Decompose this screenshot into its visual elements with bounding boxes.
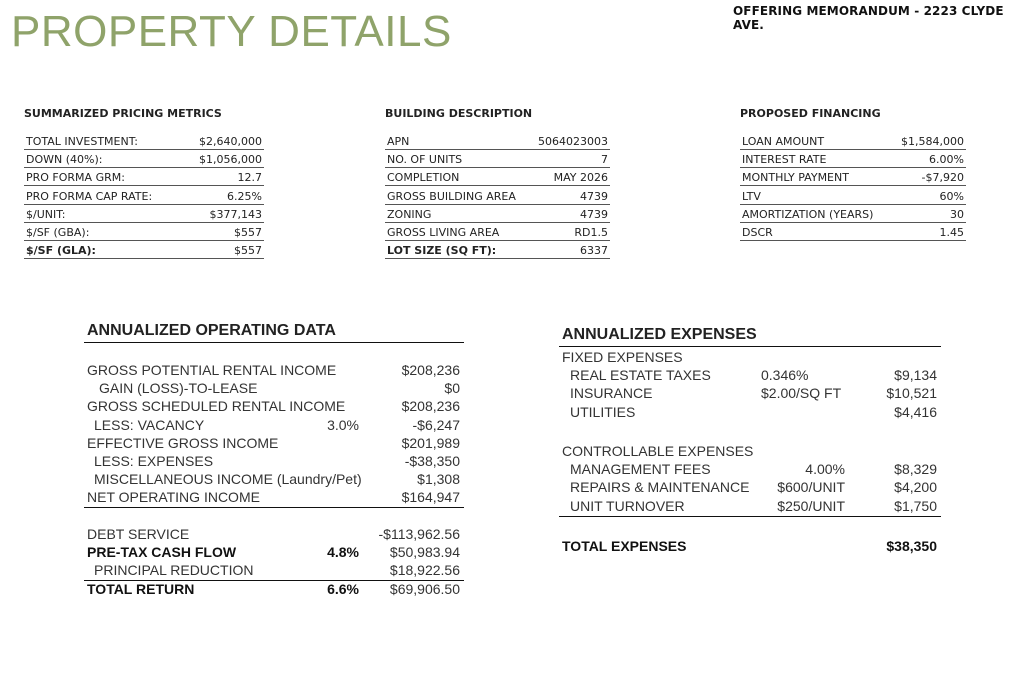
table-row: GROSS LIVING AREA RD1.5 — [387, 225, 608, 239]
table-row: $/SF (GLA): $557 — [26, 244, 262, 258]
divider — [84, 342, 464, 343]
page-title: PROPERTY DETAILS — [11, 7, 452, 56]
building-description-table — [385, 105, 610, 260]
proposed-financing-table — [740, 105, 966, 242]
operating-data-title: ANNUALIZED OPERATING DATA — [87, 322, 336, 339]
total-expenses-row — [559, 537, 941, 555]
divider — [84, 507, 464, 508]
table-row: ZONING 4739 — [387, 207, 608, 221]
table-row: $/UNIT: $377,143 — [26, 207, 262, 221]
table-row: DEBT SERVICE -$113,962.56 — [87, 526, 460, 542]
table-row: NET OPERATING INCOME $164,947 — [87, 489, 460, 506]
pricing-metrics-table — [24, 105, 264, 260]
table-row: MONTHLY PAYMENT -$7,920 — [742, 171, 964, 185]
expenses-section — [559, 326, 941, 566]
table-row: LESS: VACANCY 3.0% -$6,247 — [94, 416, 460, 433]
table-row: PRO FORMA CAP RATE: 6.25% — [26, 189, 262, 203]
table-row: GROSS SCHEDULED RENTAL INCOME $208,236 — [87, 398, 460, 415]
divider — [559, 346, 941, 347]
table-row: PRINCIPAL REDUCTION $18,922.56 — [94, 562, 460, 579]
building-description-heading: BUILDING DESCRIPTION — [385, 107, 533, 120]
table-row: DOWN (40%): $1,056,000 — [26, 153, 262, 167]
table-row: TOTAL INVESTMENT: $2,640,000 — [26, 135, 262, 148]
table-row: $/SF (GBA): $557 — [26, 225, 262, 239]
table-row: MANAGEMENT FEES 4.00% $8,329 — [570, 461, 937, 478]
table-row: REAL ESTATE TAXES 0.346% $9,134 — [570, 367, 937, 384]
table-row: PRO FORMA GRM: 12.7 — [26, 171, 262, 185]
divider — [84, 580, 464, 581]
fixed-expenses-heading: FIXED EXPENSES — [562, 349, 683, 365]
table-row: AMORTIZATION (YEARS) 30 — [742, 207, 964, 221]
table-row: GROSS POTENTIAL RENTAL INCOME $208,236 — [87, 362, 460, 378]
table-row: UTILITIES $4,416 — [570, 403, 937, 420]
table-row: MISCELLANEOUS INCOME (Laundry/Pet) $1,308 — [94, 471, 460, 488]
table-row: LOAN AMOUNT $1,584,000 — [742, 135, 964, 148]
table-row: LTV 60% — [742, 189, 964, 203]
controllable-expenses-heading: CONTROLLABLE EXPENSES — [562, 443, 754, 459]
table-row: EFFECTIVE GROSS INCOME $201,989 — [87, 434, 460, 451]
offering-memo-label: OFFERING MEMORANDUM - 2223 CLYDE AVE. — [733, 4, 1004, 32]
table-row: PRE-TAX CASH FLOW 4.8% $50,983.94 — [87, 544, 460, 561]
table-row: UNIT TURNOVER $250/UNIT $1,750 — [570, 497, 937, 514]
operating-data-section — [84, 322, 464, 602]
total-expenses-label: TOTAL EXPENSES — [562, 538, 687, 554]
table-row: LOT SIZE (SQ FT): 6337 — [387, 244, 608, 258]
table-row: GROSS BUILDING AREA 4739 — [387, 189, 608, 203]
table-row: DSCR 1.45 — [742, 225, 964, 239]
table-row: INTEREST RATE 6.00% — [742, 153, 964, 167]
pricing-metrics-heading: SUMMARIZED PRICING METRICS — [24, 107, 222, 120]
table-row: GAIN (LOSS)-TO-LEASE $0 — [99, 380, 460, 397]
table-row: COMPLETION MAY 2026 — [387, 171, 608, 185]
total-expenses-value: $38,350 — [886, 538, 937, 554]
table-row: TOTAL RETURN 6.6% $69,906.50 — [87, 580, 460, 597]
table-row: NO. OF UNITS 7 — [387, 153, 608, 167]
table-row: REPAIRS & MAINTENANCE $600/UNIT $4,200 — [570, 479, 937, 496]
table-row: INSURANCE $2.00/SQ FT $10,521 — [570, 385, 937, 402]
divider — [559, 516, 941, 517]
table-row: APN 5064023003 — [387, 135, 608, 148]
proposed-financing-heading: PROPOSED FINANCING — [740, 107, 881, 120]
expenses-title: ANNUALIZED EXPENSES — [562, 326, 757, 343]
table-row: LESS: EXPENSES -$38,350 — [94, 452, 460, 469]
